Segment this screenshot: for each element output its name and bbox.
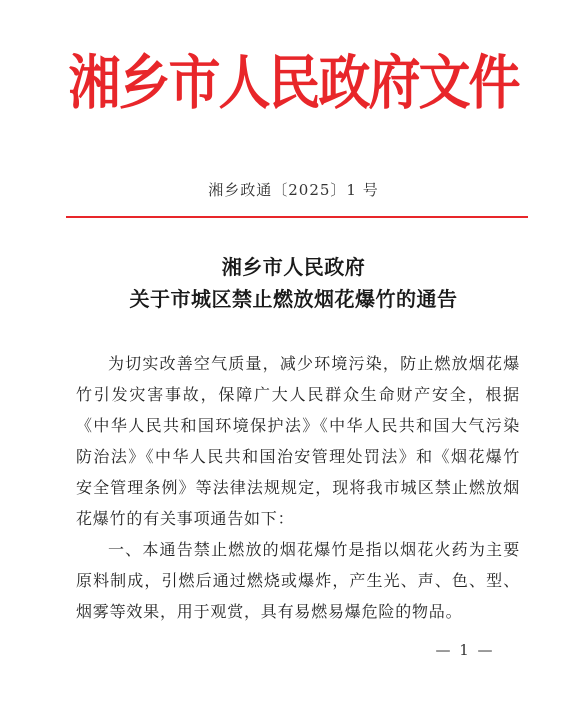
document-number: 湘乡政通〔2025〕1 号	[208, 181, 379, 199]
notice-issuer-title: 湘乡市人民政府	[221, 255, 366, 279]
masthead-title: 湘乡市人民政府文件	[68, 50, 519, 118]
notice-subject-title: 关于市城区禁止燃放烟花爆竹的通告	[129, 287, 458, 311]
red-separator-rule	[66, 216, 528, 218]
body-paragraph-article-1: 一、本通告禁止燃放的烟花爆竹是指以烟花火药为主要原料制成，引燃后通过燃烧或爆炸，产生光、声、色、型、烟雾等效果，用于观赏，具有易燃易爆危险的物品。	[76, 540, 520, 621]
body-paragraph-intro: 为切实改善空气质量，减少环境污染，防止燃放烟花爆竹引发灾害事故，保障广大人民群众生命财产安全，根据《中华人民共和国环境保护法》《中华人民共和国大气污染防治法》《中华人民共和国治安管理处罚法》和《烟花爆竹安全管理条例》等法律法规规定，现将我市城区禁止燃放烟花爆竹的有关事项通告如下：	[76, 354, 520, 528]
page-number: — 1 —	[435, 641, 495, 659]
